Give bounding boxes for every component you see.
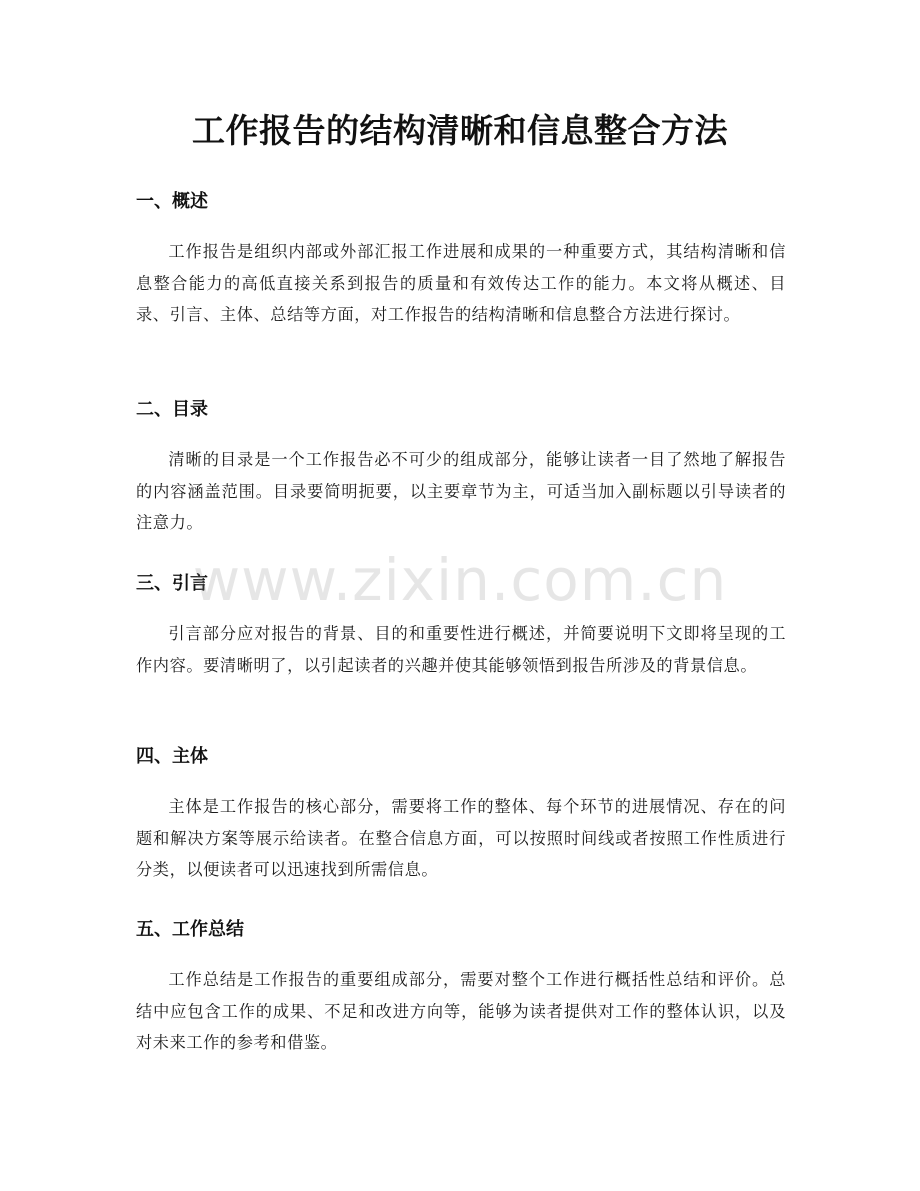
section-heading-overview: 一、概述 (136, 191, 208, 212)
section-heading-introduction: 三、引言 (136, 573, 208, 594)
section-heading-main-body: 四、主体 (136, 746, 208, 767)
section-body-overview: 工作报告是组织内部或外部汇报工作进展和成果的一种重要方式，其结构清晰和信息整合能力的高低直接关系到报告的质量和有效传达工作的能力。本文将从概述、目录、引言、主体、总结等方面，对工作报告的结构清晰和信息整合方法进行探讨。 (136, 242, 786, 324)
section-body-toc: 清晰的目录是一个工作报告必不可少的组成部分，能够让读者一目了然地了解报告的内容涵盖范围。目录要简明扼要，以主要章节为主，可适当加入副标题以引导读者的注意力。 (136, 450, 786, 532)
watermark: www.zixin.com.cn (192, 546, 728, 614)
section-body-introduction: 引言部分应对报告的背景、目的和重要性进行概述，并简要说明下文即将呈现的工作内容。要清晰明了，以引起读者的兴趣并使其能够领悟到报告所涉及的背景信息。 (136, 624, 786, 675)
section-body-main-body: 主体是工作报告的核心部分，需要将工作的整体、每个环节的进展情况、存在的问题和解决方案等展示给读者。在整合信息方面，可以按照时间线或者按照工作性质进行分类，以便读者可以迅速找到所需信息。 (136, 797, 786, 879)
document-title: 工作报告的结构清晰和信息整合方法 (192, 111, 728, 150)
section-heading-summary: 五、工作总结 (136, 919, 244, 940)
section-body-summary: 工作总结是工作报告的重要组成部分，需要对整个工作进行概括性总结和评价。总结中应包含工作的成果、不足和改进方向等，能够为读者提供对工作的整体认识，以及对未来工作的参考和借鉴。 (136, 970, 786, 1052)
section-heading-toc: 二、目录 (136, 399, 208, 420)
